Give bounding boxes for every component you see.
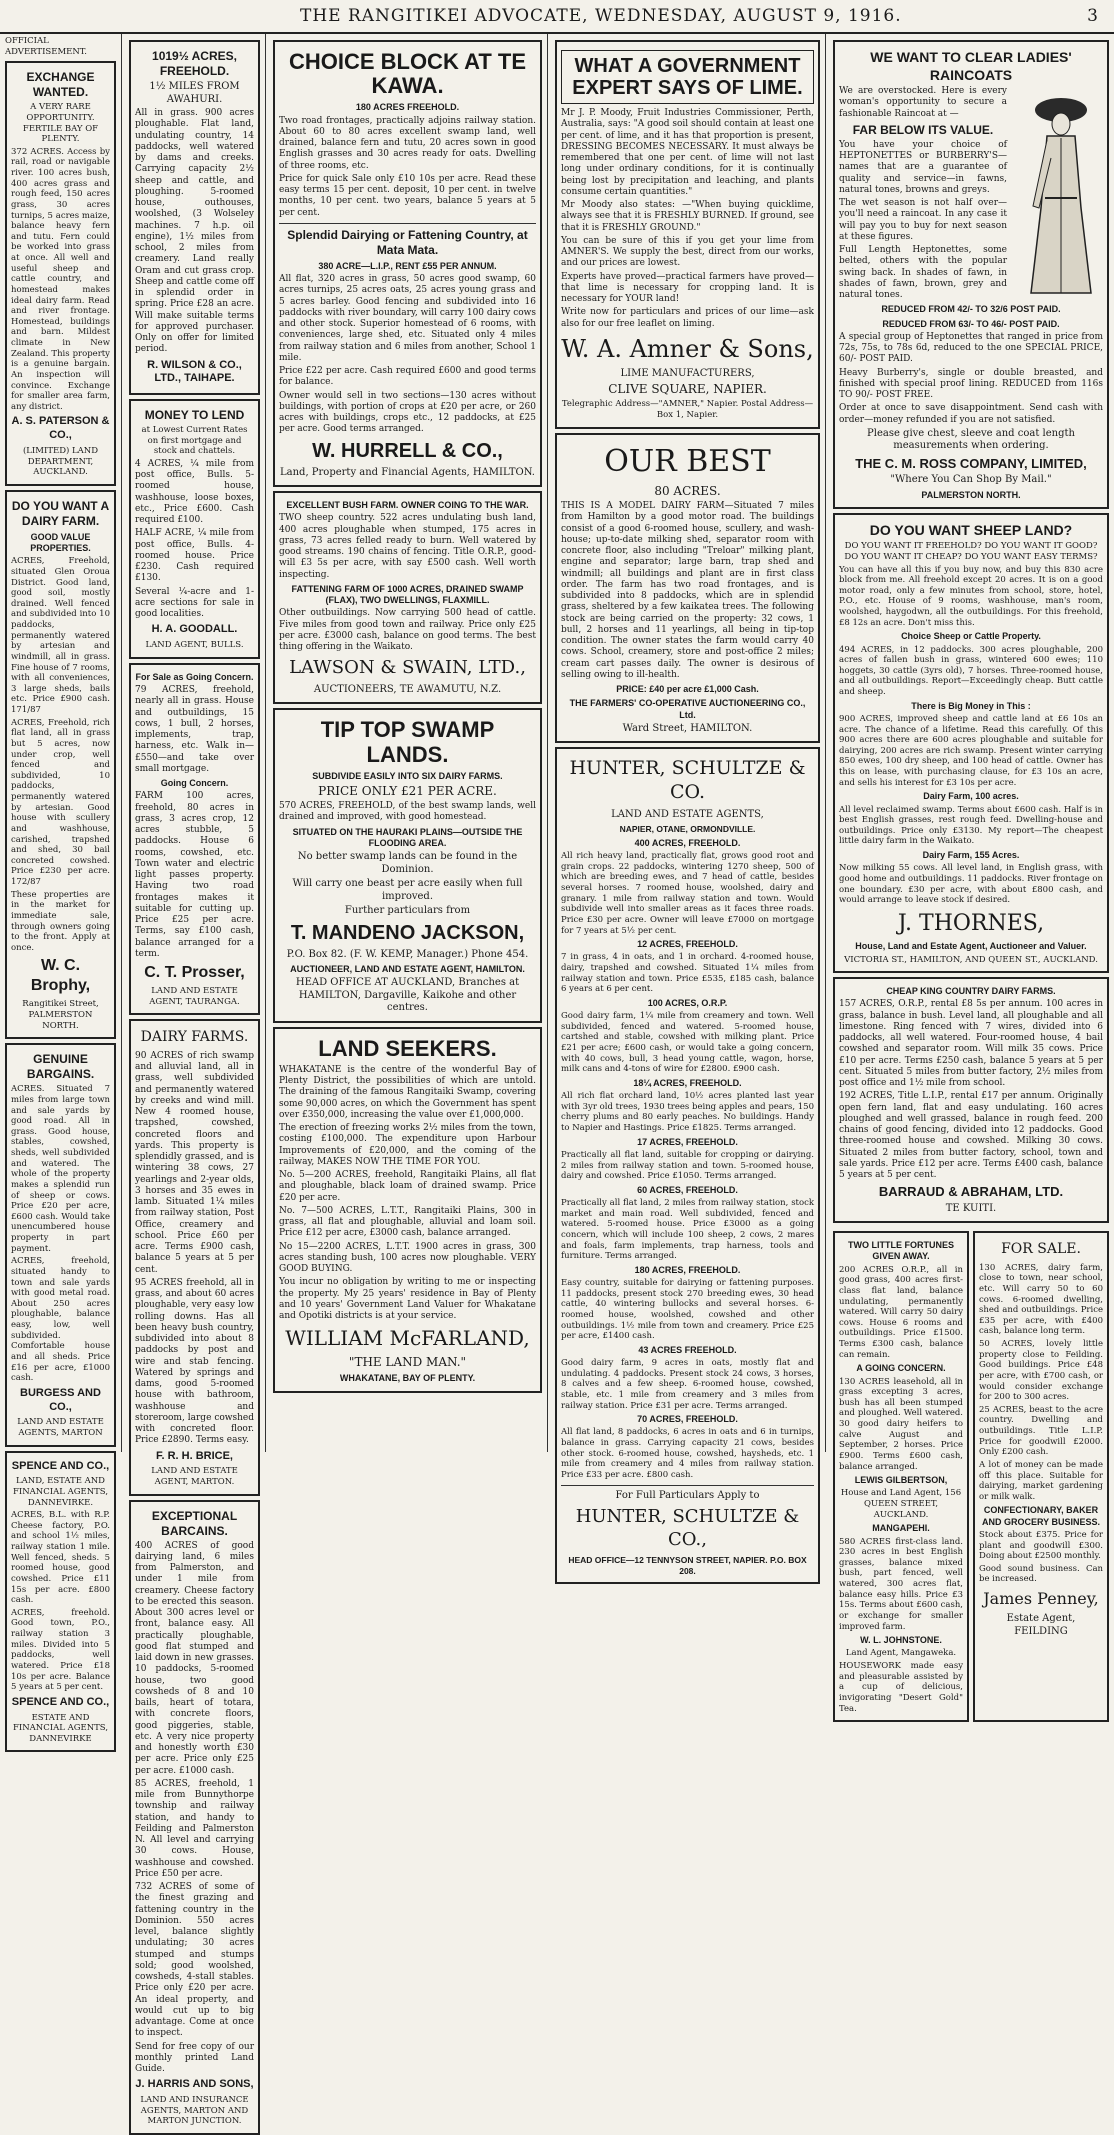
ad-price: REDUCED FROM 42/- TO 32/6 POST PAID.	[881, 304, 1061, 315]
listing: ACRES. Situated 7 miles from large town and sale yards by good road. All in grass. Good house, stables, cowshed, sheds, well subdivided and watered. The whole of the property makes a splendid run of sheep or cows. Price £20 per acre, £600 cash. Would take unencumbered house property in part payment.	[11, 1084, 110, 1254]
ad-heading: DO YOU WANT A DAIRY FARM.	[11, 498, 110, 528]
ad-bush-farm	[273, 491, 542, 704]
ad-awahuri	[129, 40, 260, 395]
agent-address: PALMERSTON NORTH.	[921, 489, 1021, 500]
agent-name: H. A. GOODALL.	[151, 623, 238, 636]
listing: No. 7—500 ACRES, L.T.T., Rangitaiki Plains, 300 in grass, all flat and ploughable, alluvial and loam soil. Price £12 per acre, £3000 cash, balance arranged.	[279, 1205, 536, 1239]
listing: 494 ACRES, in 12 paddocks. 300 acres ploughable, 200 acres of fallen bush in grass, wintered 600 ewes; 110 hoggets, 30 cattle (3yrs old), 7 horses. Three-roomed house, and all outbuildings. Report—Exceedingly cheap. Butt cattle and sheep.	[839, 644, 1103, 697]
official-tag: OFFICIAL ADVERTISEMENT.	[5, 36, 87, 57]
listing: 130 ACRES leasehold, all in grass excepting 3 acres, bush has all been stumped and ploughed. Well watered. 30 good dairy heifers to calve August and September, 2 horses. Price £900. Terms £600 cash, balance arranged.	[839, 1376, 963, 1472]
listing: Several ¼-acre and 1-acre sections for sale in good localities.	[135, 586, 254, 620]
listing: ACRES, Freehold, situated Glen Oroua District. Good land, good soil, mostly drained. Well fenced and subdivided into 10 paddocks, permanently watered by artesian and windmill, all in grass. Fine house of 7 rooms, with all conveniences, 3 large sheds, bails etc. Price £900 cash. 171/87	[11, 556, 110, 715]
listing: 192 ACRES, Title L.I.P., rental £17 per annum. Originally open fern land, flat and easy undulating. 160 acres ploughed and well grassed, balance in rough feed. 200 chains of good fencing, divided into 12 paddocks. Good three-roomed house and cowshed. Milking 30 cows. Situated 2 miles from butter factory, school, town and sale yards. Price £12 per acre. Terms £400 cash, balance 5 years at 5 per cent.	[839, 1091, 1103, 1181]
ad-subheading: SUBDIVIDE EASILY INTO SIX DAIRY FARMS.	[312, 770, 503, 781]
agent-address: Land, Property and Financial Agents, HAMILTON.	[280, 466, 535, 478]
ad-body: Order at once to save disappointment. Send cash with order—money refunded if you are not satisfied.	[839, 403, 1103, 425]
ad-subheading: 380 ACRE—L.I.P., RENT £55 PER ANNUM.	[318, 260, 497, 271]
ad-spence	[5, 1451, 116, 1753]
ad-body: Write now for particulars and prices of our lime—ask also for our free leaflet on liming.	[561, 307, 814, 329]
ad-heading: DO YOU WANT SHEEP LAND?	[869, 521, 1073, 538]
ad-body: Mr Moody also states: —"When buying quicklime, always see that it is FRESHLY BURNED. If ground, see that it is FRESHLY GROUND."	[561, 200, 814, 233]
listing: All rich heavy land, practically flat, grows good root and grain crops. 22 paddocks, wintering 1270 sheep, 500 of which are breeding ewes, and 7 head of cattle, besides several horses. 7 roomed house, woolshed, dairy and granary. 1 mile from railway station and town. Would subdivide well into smaller areas as it faces three roads. Price £30 per acre. Owner will leave £7000 on mortgage for 7 years at 5½ per cent.	[561, 851, 814, 936]
ad-exceptional-bargains	[129, 1500, 260, 2135]
listing: Stock about £375. Price for plant and goodwill £300. Doing about £2500 monthly.	[979, 1529, 1103, 1562]
ad-body: Will carry one beast per acre easily when full improved.	[292, 878, 523, 902]
agent-address: LAND AND INSURANCE AGENTS, MARTON AND MARTON JUNCTION.	[140, 2095, 249, 2127]
footer-note: For Full Particulars Apply to	[615, 1489, 760, 1501]
agent-name: W. A. Amner & Sons,	[561, 334, 814, 363]
listing: All flat land, 8 paddocks, 6 acres in oats and 6 in turnips, balance in grass. Carrying capacity 21 cows, besides other stock. 6-roomed house, cowshed, haysheds, etc. 1 mile from creamery and 4 miles from railway station. Price £33 per acre. £800 cash.	[561, 1427, 814, 1480]
newspaper-title: THE RANGITIKEI ADVOCATE, WEDNESDAY, AUGUST 9, 1916.	[300, 6, 902, 26]
masthead	[0, 0, 1114, 34]
ad-body: THIS IS A MODEL DAIRY FARM—Situated 7 miles from Hamilton by a good motor road. The buildings consist of a good 6-roomed house, scullery, and wash-house; up-to-date milking shed, separator room with concrete floor, also including "Treloar" milking plant, engine and separator; large barn, trap shed and windmill; all buildings and plant are in first class order. The farm has two road frontages, and is subdivided into 8 paddocks, which are in splendid grass, sheltered by a few kaikatea trees. The following stock are being carried on the property: 32 cows, 1 bull, 2 horses and 11 yearlings, all being in tip-top condition. The owner states the farm would carry 40 cows. School, creamery, store and post-office 2 miles; cream cart passes daily. The owner is desirous of selling owing to ill-health.	[561, 501, 814, 680]
ad-sheep-land	[833, 513, 1109, 973]
listing: 732 ACRES of some of the finest grazing and fattening country in the Dominion. 550 acres level, balance slightly undulating; 30 acres stumped and stumps sold; good woolshed, cowsheds, 4-stall stables. Price only £20 per acre. An ideal property, and would cut up to big advantage. Come at once to inspect.	[135, 1882, 254, 2039]
divider	[279, 223, 536, 224]
agent-address: LAND AND ESTATE AGENTS, MARTON	[17, 1417, 104, 1438]
ad-exchange-wanted	[5, 61, 116, 486]
agent-contact: Telegraphic Address—"AMNER," Napier. Postal Address—Box 1, Napier.	[561, 399, 814, 420]
agent-name: F. R. H. BRICE,	[155, 1449, 233, 1462]
ad-heading: MONEY TO LEND	[144, 408, 245, 422]
ad-dairy-farms	[129, 1019, 260, 1495]
agent-name: A. S. PATERSON & CO.,	[11, 415, 110, 442]
ad-price: PRICE: £40 per acre £1,000 Cash.	[616, 684, 759, 694]
listing-heading: 12 ACRES, FREEHOLD.	[637, 939, 738, 950]
listing: Now milking 55 cows. All level land, in English grass, with good home and outbuildings. 11 paddocks. River frontage on one boundary. £30 per acre, with about £800 cash, and would arrange to leave stock if desired.	[839, 863, 1103, 906]
ad-body: A special group of Heptonettes that ranged in price from 72s, 75s, to 78s 6d, reduced to the one SPECIAL PRICE, 60/- POST PAID.	[839, 331, 1103, 365]
listing-heading: 100 ACRES, O.R.P.	[647, 997, 728, 1008]
agent-name: BARRAUD & ABRAHAM, LTD.	[878, 1184, 1064, 1200]
page-number: 3	[1087, 6, 1098, 26]
ad-body: Two road frontages, practically adjoins railway station. About 60 to 80 acres excellent swamp land, well drained, balance fern and tutu, 20 acres sown in good English grasses and 30 acres ready for oats. Dwelling of three rooms, etc.	[279, 115, 536, 171]
agent-trade: House, Land and Estate Agent, Auctioneer and Valuer.	[855, 941, 1087, 952]
ad-heading: Splendid Dairying or Fattening Country, at Mata Mata.	[287, 227, 528, 257]
ad-body: Heavy Burberry's, single or double breasted, and finished with special proof lining. REDUCED from 116s TO 90/- POST FREE.	[839, 367, 1103, 400]
agent-name: HUNTER, SCHULTZE & CO.,	[575, 1506, 800, 1550]
agent-name: C. T. Prosser,	[144, 964, 245, 981]
agent-name: J. THORNES,	[897, 910, 1045, 936]
listing: ACRES, B.L. with R.P. Cheese factory, P.O. and school 1½ miles, railway station 1 mile. Well fenced, sheds. 5 roomed house, good cowshed. Price £11 15s per acre. £800 cash.	[11, 1510, 110, 1606]
agent-name: BURGESS AND CO.,	[20, 1386, 101, 1413]
ad-price: REDUCED FROM 63/- TO 46/- POST PAID.	[882, 318, 1060, 329]
ad-note: Further particulars from	[344, 905, 471, 916]
ad-heading: EXCEPTIONAL BARCAINS.	[151, 1508, 238, 1538]
ad-king-country	[833, 977, 1109, 1223]
ad-subheading: at Lowest Current Rates on first mortgage and stock and chattels.	[141, 425, 248, 457]
listing: Good dairy farm, 9 acres in oats, mostly flat and undulating. 4 paddocks. Present stock 24 cows, 3 horses, 8 calves and a few sheep. 6-roomed house, cowshed, stable, etc. 1 mile from creamery and 3 miles from railway station. Price £31 per acre. Terms arranged.	[561, 1358, 814, 1411]
agent-name: R. WILSON & CO., LTD., TAIHAPE.	[147, 358, 242, 385]
ad-heading: WE WANT TO CLEAR LADIES' RAINCOATS	[870, 49, 1072, 83]
listing: 4 ACRES, ¼ mile from post office, Bulls. 5-roomed house, washhouse, loose boxes, etc., Price £600. Cash required £100.	[135, 458, 254, 526]
agent-name: THE C. M. ROSS COMPANY, LIMITED,	[855, 455, 1087, 471]
agent-trade: LAND AND ESTATE AGENTS,	[611, 808, 764, 820]
agent-address: ESTATE AND FINANCIAL AGENTS, DANNEVIRKE	[12, 1712, 109, 1744]
ad-heading: A GOING CONCERN.	[856, 1363, 946, 1374]
listing: All level reclaimed swamp. Terms about £600 cash. Half is in best English grasses, rest rough feed. Dwelling-house and outbuildings. Price only £3130. My report—The cheapest little dairy farm in the Waikato.	[839, 804, 1103, 847]
ad-land-seekers	[273, 1027, 542, 1393]
ad-heading: EXCELLENT BUSH FARM. OWNER COING TO THE WAR.	[286, 500, 529, 511]
ad-note: A lot of money can be made off this place. Suitable for dairying, market gardening or milk walk.	[979, 1459, 1103, 1502]
ad-body: WHAKATANE is the centre of the wonderful Bay of Plenty District, the possibilities of which are untold. The draining of the famous Rangitaiki Swamp, covering some 90,000 acres, on which the Government has spent over £350,000, increasing the value over £1,000,000.	[279, 1064, 536, 1120]
listing: Practically all flat land, suitable for cropping or dairying. 2 miles from railway station and town. 5-roomed house, dairy and cowshed. Price £1050. Terms arranged.	[561, 1149, 814, 1182]
ad-terms: Price for quick Sale only £10 10s per acre. Read these easy terms 15 per cent. deposit, 10 per cent. in twelve months, 10 per cent. two years, balance 5 years at 5 per cent.	[279, 173, 536, 218]
agent-address: Ward Street, HAMILTON.	[622, 722, 753, 734]
listing: Practically all flat land, 2 miles from railway station, stock market and main road. Well subdivided, fenced and watered. 5-roomed house. Price £3000 as a going concern, which will include 100 sheep, 2 cows, 2 mares and foals, farm implements, trap harness, tools and furniture. Terms arranged.	[561, 1198, 814, 1262]
ad-heading: TWO LITTLE FORTUNES GIVEN AWAY.	[848, 1240, 954, 1262]
ad-heading: LAND SEEKERS.	[318, 1035, 497, 1061]
ad-body: All in grass. 900 acres ploughable. Flat land, undulating country, 14 paddocks, well watered by dams and creeks. Carrying capacity 2½ sheep and cattle, and ploughing. 5-roomed house, outhouses, woolshed, (3 Wolseley machines. 7 h.p. oil engine), 1½ miles from school, 2 miles from creamery. Land really Oram and cut grass crop. Sheep and cattle come off in splendid order in spring. Price £28 an acre. Will make suitable terms for approved purchaser. Only on offer for limited period.	[135, 108, 254, 355]
ad-note: You incur no obligation by writing to me or inspecting the property. My 25 years' residence in Bay of Plenty and 10 years' Government Land Valuer for Whakatane and Opotiki districts is at your service.	[279, 1277, 536, 1322]
ad-subheading: A VERY RARE OPPORTUNITY. FERTILE BAY OF PLENTY.	[22, 102, 99, 145]
agent-name: THE FARMERS' CO-OPERATIVE AUCTIONEERING CO., Ltd.	[569, 698, 806, 720]
ad-two-fortunes	[833, 1231, 969, 1722]
ad-subheading: 180 ACRES FREEHOLD.	[355, 102, 460, 113]
ad-lime	[555, 40, 820, 429]
ad-heading: 1019½ ACRES, FREEHOLD.	[152, 49, 237, 78]
ad-price: Price £22 per acre. Cash required £600 and good terms for balance.	[279, 366, 536, 388]
agent-address: VICTORIA ST., HAMILTON, AND QUEEN ST., AUCKLAND.	[844, 954, 1098, 965]
ad-note: These properties are in the market for immediate sale, through owners going to the front. Apply at once.	[11, 889, 110, 953]
listing: FARM 100 acres, freehold, 80 acres in grass, 3 acres crop, 12 acres stubble, 5 paddocks. House 6 rooms, cowshed, etc. Town water and electric light passes property. Having two road frontages makes it suitable for cutting up. Price £25 per acre. Terms, say £100 cash, balance arranged for a term.	[135, 791, 254, 959]
listing: 7 in grass, 4 in oats, and 1 in orchard. 4-roomed house, dairy, trapshed and cowshed. Situated 1¼ miles from railway station and town. Price £535, £185 cash, balance 6 years at 6 per cent.	[561, 952, 814, 995]
ad-heading: FATTENING FARM OF 1000 ACRES, DRAINED SWAMP (FLAX), TWO DWELLINGS, FLAXMILL.	[291, 583, 524, 606]
agent-name: HUNTER, SCHULTZE & CO.	[569, 757, 806, 803]
ad-our-best	[555, 433, 820, 744]
listing: Good dairy farm, 1¼ mile from creamery and town. Well subdivided, fenced and watered. 5-roomed house, cartshed and stable, cowshed with milking plant. Price £21 per acre; £600 cash, or would take a going concern, with 40 cows, bull, 3 head young cattle, wagon, horse, milk cans and 4-tons of wire for £2800. £900 cash.	[561, 1011, 814, 1075]
agent-name: T. MANDENO JACKSON,	[290, 921, 525, 944]
ad-body: Mr J. P. Moody, Fruit Industries Commissioner, Perth, Australia, says: "A good soil should contain at least one per cent. of lime, and it has that proportion is present, DRESSING BECOMES NECESSARY. It must always be remembered that one per cent. of lime will not last long under ordinary conditions, for it is continually being lost by precipitation and leaching, and plants consume certain quantities."	[561, 108, 814, 197]
agent-address: (LIMITED) LAND DEPARTMENT, AUCKLAND.	[22, 445, 99, 478]
listing-heading: 18¼ ACRES, FREEHOLD.	[633, 1077, 742, 1088]
ad-hunter-schultze	[555, 747, 820, 1584]
listing: 157 ACRES, O.R.P., rental £8 5s per annum. 100 acres in grass, balance in bush. Level land, all ploughable and all limestone. Ring fenced with 7 wires, divided into 6 paddocks, all well watered. Four-roomed house, 4 bail cowshed and separator room. Will milk 35 cows. Price £10 per acre. Terms £250 cash, balance 5 years at 5 per cent. Situated 5 miles from butter factory, 2½ miles from post office and 1½ mile from school.	[839, 999, 1103, 1089]
agent-name: SPENCE AND CO.,	[11, 1695, 110, 1708]
listing-heading: Dairy Farm, 155 Acres.	[922, 850, 1020, 860]
ad-note: Good sound business. Can be increased.	[979, 1563, 1103, 1585]
bottom-ads	[833, 1227, 1109, 1726]
listing: HALF ACRE, ¼ mile from post office, Bulls. 4-roomed house. Price £230. Cash required £130.	[135, 528, 254, 584]
listing: 130 ACRES, dairy farm, close to town, near school, etc. Will carry 50 to 60 cows. 6-roomed dwelling, shed and outbuildings. Price £35 per acre, with £400 cash, balance long term.	[979, 1262, 1103, 1337]
divider	[561, 1485, 814, 1486]
agent-name: LEWIS GILBERTSON,	[854, 1475, 948, 1486]
ad-heading: DAIRY FARMS.	[140, 1029, 249, 1046]
agent-address: House and Land Agent, 156 QUEEN STREET, AUCKLAND.	[840, 1488, 962, 1520]
column-3	[268, 34, 548, 1452]
agent-title: AUCTIONEER, LAND AND ESTATE AGENT, HAMILTON.	[290, 964, 525, 974]
agent-tagline: "THE LAND MAN."	[348, 1355, 467, 1370]
listing: 25 ACRES, beast to the acre country. Dwelling and outbuildings. Title L.I.P. Price for goodwill £2000. Only £200 cash.	[979, 1404, 1103, 1458]
ad-heading: TIP TOP SWAMP LANDS.	[320, 717, 495, 767]
ad-questions: DO YOU WANT IT FREEHOLD? DO YOU WANT IT GOOD? DO YOU WANT IT CHEAP? DO YOU WANT EASY TERMS?	[844, 541, 1098, 562]
agent-address: Land Agent, Mangaweka.	[845, 1648, 957, 1659]
ad-genuine-bargains	[5, 1043, 116, 1446]
ad-going-concern	[129, 663, 260, 1016]
listing: All rich flat orchard land, 10½ acres planted last year with 3yr old trees, 1930 trees being apples and pears, 150 cherry plums and 80 early peaches. No buildings. Handy to Napier and Hastings. Price £1825. Terms arranged.	[561, 1091, 814, 1133]
ad-body: You can be sure of this if you get your lime from AMNER'S. We supply the best, direct from our works, and our prices are lowest.	[561, 235, 814, 269]
listing: Easy country, suitable for dairying or fattening purposes. 11 paddocks, present stock 270 breeding ewes, 30 head cattle, 40 wintering bullocks and several horses. 6-roomed house, woolshed, cowshed and other outbuildings. 1½ mile from town and creamery. Price £25 per acre, £1400 cash.	[561, 1278, 814, 1342]
agent-tagline: "Where You Can Shop By Mail."	[890, 474, 1052, 485]
agent-address: LAND AND ESTATE AGENT, MARTON.	[151, 1466, 238, 1487]
listing: 900 ACRES, improved sheep and cattle land at £6 10s an acre. The chance of a lifetime. Read this carefully. Of this 900 acres there are 600 acres ploughable and suitable for dairying, 200 acres are rich swamp. Present winter carrying 850 ewes, 100 dry sheep, and 100 head of cattle. Owner has this on lease, with purchasing clause, for £3 10s an acre, and sells his interest for £3 10s per acre.	[839, 713, 1103, 788]
ad-body: Experts have proved—practical farmers have proved—that lime is necessary for cropping land. It is necessary for YOUR land!	[561, 271, 814, 304]
agent-branches: NAPIER, OTANE, ORMONDVILLE.	[619, 824, 756, 835]
listing-heading: Dairy Farm, 100 acres.	[923, 791, 1019, 802]
ad-subheading: 80 ACRES.	[654, 484, 721, 498]
ad-body: Other outbuildings. Now carrying 500 head of cattle. Five miles from good town and railway. Price only £25 per acre. £3000 cash, balance on good terms. The best thing offering in the Waikato.	[279, 608, 536, 653]
ad-heading: Going Concern.	[160, 778, 229, 788]
ad-terms: Owner would sell in two sections—130 acres without buildings, with portion of crops at £20 per acre, or 260 acres with buildings, crops etc., 12 paddocks, at £25 per acre. Good terms arranged.	[279, 390, 536, 435]
ad-body: 570 ACRES, FREEHOLD, of the best swamp lands, well drained and improved, with good homestead.	[279, 801, 536, 823]
ad-heading: CONFECTIONARY, BAKER AND GROCERY BUSINESS.	[981, 1505, 1101, 1527]
listing-heading: 70 ACRES, FREEHOLD.	[637, 1414, 738, 1425]
ad-note: Please give chest, sleeve and coat length measurements when ordering.	[867, 427, 1075, 452]
listing: 95 ACRES freehold, all in grass, and about 60 acres ploughable, very easy low rolling downs. Has all been heavy bush country, subdivided into about 8 paddocks by post and wire and stab fencing. Watered by springs and dams, good 5-roomed house with bathroom, washhouse and storeroom, large cowshed with concreted floor. Price £2890. Terms easy.	[135, 1277, 254, 1446]
ad-body: The erection of freezing works 2½ miles from the town, costing £100,000. The expenditure upon Harbour Improvements of £20,000, and the coming of the railway, MAKES NOW THE TIME FOR YOU.	[279, 1123, 536, 1167]
ad-price: PRICE ONLY £21 PER ACRE.	[318, 784, 497, 798]
ad-subheading: 1½ MILES FROM AWAHURI.	[149, 81, 240, 105]
ad-subheading: SITUATED ON THE HAURAKI PLAINS—OUTSIDE THE FLOODING AREA.	[292, 826, 523, 848]
ad-heading: GENUINE BARGAINS.	[26, 1052, 95, 1082]
listing: 400 ACRES of good dairying land, 6 miles from Palmerston, and under 1 mile from creamery. Cheese factory to be erected this season. About 300 acres level or front, balance easy. All practically ploughable, good flat stumped and laid down in new grasses. 10 paddocks, 5-roomed house, two good cowsheds of 8 and 10 bails, heart of totara, with concrete floors, good piggeries, stable, etc. A very nice property and honestly worth £30 per acre. Price only £25 per acre. £1000 cash.	[135, 1540, 254, 1776]
listing-heading: 60 ACRES, FREEHOLD.	[637, 1184, 738, 1195]
ad-note: Send for free copy of our monthly printed Land Guide.	[135, 2041, 254, 2074]
listing-heading: 17 ACRES, FREEHOLD.	[637, 1136, 738, 1147]
ad-heading: FOR SALE.	[1001, 1241, 1081, 1258]
agent-branches: HEAD OFFICE AT AUCKLAND, Branches at HAMILTON, Dargaville, Kaikohe and other centres.	[295, 977, 520, 1014]
ad-raincoats	[833, 40, 1109, 509]
ad-heading: CHOICE BLOCK AT TE KAWA.	[288, 49, 527, 99]
ad-heading: For Sale as Going Concern.	[135, 671, 254, 682]
listing: No 15—2200 ACRES, L.T.T. 1900 acres in grass, 300 acres standing bush, 100 acres now ploughable. VERY GOOD BUYING.	[279, 1241, 536, 1275]
agent-name: LAWSON & SWAIN, LTD.,	[289, 657, 526, 679]
ad-subheading: FAR BELOW ITS VALUE.	[852, 122, 994, 137]
listing-heading: 180 ACRES, FREEHOLD.	[634, 1264, 741, 1275]
agent-address: Estate Agent, FEILDING	[1006, 1613, 1076, 1637]
ad-subheading: GOOD VALUE PROPERTIES.	[30, 531, 91, 553]
listing: 50 ACRES, lovely little property close to Feilding. Good buildings. Price £48 per acre, with £700 cash, or would consider exchange for 200 to 300 acres.	[979, 1339, 1103, 1403]
agent-trade: LIME MANUFACTURERS,	[620, 367, 755, 379]
agent-address: HEAD OFFICE—12 TENNYSON STREET, NAPIER. P.O. BOX 208.	[568, 1555, 807, 1576]
agent-address: LAND AND ESTATE AGENT, TAURANGA.	[149, 986, 240, 1007]
ad-body: The wet season is not half over—you'll need a raincoat. In any case it will pay you to buy for next season at these figures.	[839, 198, 1007, 242]
agent-address: TE KUITI.	[945, 1202, 997, 1214]
agent-name: J. HARRIS AND SONS,	[135, 2078, 254, 2091]
listing: 85 ACRES, freehold, 1 mile from Bunnythorpe township and railway station, and handy to Feilding and Palmerston N. All level and carrying 30 cows. House, washhouse and cowshed. Price £50 per acre.	[135, 1778, 254, 1879]
listing: 580 ACRES first-class land. 230 acres in best English grasses, balance mixed bush, part fenced, well watered, 300 acres flat, balance easy hills. Price £3 15s. Terms about £600 cash, or exchange for smaller improved farm.	[839, 1536, 963, 1632]
agent-contact: P.O. Box 82. (F. W. KEMP, Manager.) Phone 454.	[286, 948, 529, 960]
listing: ACRES, freehold. Good town, P.O., railway station 3 miles. Divided into 5 paddocks, well watered. Price £18 10s per acre. Balance 5 years at 5 per cent.	[11, 1607, 110, 1693]
agent-address: CLIVE SQUARE, NAPIER.	[608, 382, 767, 397]
ad-body: No better swamp lands can be found in the Dominion.	[297, 851, 518, 875]
listing: 79 ACRES, freehold, nearly all in grass. House and outbuildings, 15 cows, 1 bull, 2 horses, implements, trap, harness, etc. Walk in—£550—and take over small mortgage.	[135, 685, 254, 774]
ad-heading: WHAT A GOVERNMENT EXPERT SAYS OF LIME.	[561, 50, 814, 104]
agent-name: W. HURRELL & CO.,	[312, 439, 503, 462]
agent-name: W. C. Brophy,	[30, 957, 91, 995]
listing: ACRES, freehold, situated handy to town and sale yards with good metal road. About 250 acres ploughable, balance easy, low, well subdivided. Comfortable house and all sheds. Price £16 per acre, £1000 cash.	[11, 1256, 110, 1384]
listing: You can have all this if you buy now, and buy this 830 acre block from me. All freehold except 20 acres. It is on a good motor road, only a few minutes from school, store, hotel, P.O., etc. House of 9 rooms, washhouse, man's room, woolshed, haygodwn, all the outbuildings. For this freehold, £8 12s an acre. Don't miss this.	[839, 564, 1103, 628]
column-5	[828, 34, 1114, 1714]
agent-name: James Penney,	[983, 1589, 1099, 1608]
agent-name: SPENCE AND CO.,	[11, 1459, 110, 1472]
ad-body: You have your choice of HEPTONETTES or BURBERRY'S—names that are a guarantee of quality and service—in fawns, natural tones, browns and greys.	[839, 139, 1007, 195]
listing-heading: There is Big Money in This :	[911, 700, 1031, 711]
ad-swamp-lands	[273, 708, 542, 1022]
woman-raincoat-illustration	[1011, 88, 1103, 298]
ad-heading: EXCHANGE WANTED.	[26, 70, 95, 100]
column-2	[124, 34, 266, 2127]
listing: ACRES, Freehold, rich flat land, all in grass but 5 acres, now under crop, well fenced and subdivided, 10 paddocks, permanently watered by artesian. Good house with scullery and washhouse, carished, trapshed and shed, 30 bail concreted cowshed. Price £230 per acre. 172/87	[11, 717, 110, 887]
listing: 200 ACRES O.R.P., all in good grass, 400 acres first-class flat land, balance undulating, permanently watered. Will carry 50 dairy cows. House 6 rooms and outbuildings. Price £1500. Terms £300 cash, balance can remain.	[839, 1264, 963, 1360]
listing: No. 5—200 ACRES, freehold, Rangitaiki Plains, all flat and ploughable, black loam of drained swamp. Price £20 per acre.	[279, 1170, 536, 1203]
listing-heading: 43 ACRES FREEHOLD.	[638, 1344, 737, 1355]
agent-address: Rangitikei Street, PALMERSTON NORTH.	[22, 999, 99, 1031]
ad-body: TWO sheep country. 522 acres undulating bush land, 400 acres ploughable when stumped, 175 acres in grass, 73 acres felled ready to burn. Well watered by good streams. 190 chains of fencing. Title O.R.P., good-will £3 5s per acre, with say £500 cash. Well worth inspecting.	[279, 513, 536, 580]
agent-address: AUCTIONEERS, TE AWAMUTU, N.Z.	[313, 683, 502, 695]
listing-heading: 400 ACRES, FREEHOLD.	[634, 837, 741, 848]
agent-address: LAND AGENT, BULLS.	[145, 640, 244, 651]
ad-body: 372 ACRES. Access by rail, road or navigable river. 100 acres bush, 400 acres grass and rough feed, 150 acres grass, 30 acres turnips, 5 acres maize, balance heavy fern and tutu. Fern could be worked into grass at once. All well and useful sheep and cattle country, and homestead makes ideal dairy farm. Read and river frontage. Homestead, buildings and barn. Mildest climate in New Zealand. This property is a genuine bargain. An inspection will convince. Exchange for smaller area farm, any district.	[11, 146, 110, 412]
listing-heading: Choice Sheep or Cattle Property.	[901, 631, 1041, 642]
ad-te-kawa	[273, 40, 542, 487]
column-1	[0, 34, 122, 1744]
ad-body: All flat, 320 acres in grass, 50 acres good swamp, 60 acres turnips, 25 acres oats, 25 acres young grass and 5 acres barley. Good fencing and subdivided into 16 paddocks with river boundary, will carry 100 dairy cows and other stock. Superior homestead of 6 rooms, with conveniences, large shed, etc. Situated only 4 miles from railway station and 6 miles from another, School 1 mile.	[279, 274, 536, 363]
column-4	[550, 34, 826, 1576]
ad-heading: OUR BEST	[604, 443, 771, 479]
ad-dairy-farm	[5, 490, 116, 1040]
agent-name: W. L. JOHNSTONE.	[860, 1635, 942, 1646]
ad-body: Full Length Heptonettes, some belted, others with the popular swing back. In shades of fawn, in shades of fawn, brown, grey and natural tones.	[839, 245, 1007, 300]
agent-name: WILLIAM McFARLAND,	[285, 1326, 530, 1351]
agent-address: WHAKATANE, BAY OF PLENTY.	[339, 1373, 476, 1384]
ad-for-sale	[973, 1231, 1109, 1722]
tea-notice: HOUSEWORK made easy and pleasurable assisted by a cup of delicious, invigorating "Desert Gold" Tea.	[839, 1661, 963, 1714]
ad-heading: MANGAPEHI.	[872, 1523, 930, 1534]
listing: 90 ACRES of rich swamp and alluvial land, all in grass, well subdivided and permanently watered by creeks and wind mill. New 4 roomed house, trapshed, cowshed, concreted floors and yards. This property is splendidly grassed, and is wintering 38 cows, 27 yearlings and 2-year olds, 3 horses and 35 ewes in lamb. Situated 1¼ miles from railway station, Post Office, creamery and school. Price £60 per acre. Terms £900 cash, balance 5 years at 5 per cent.	[135, 1050, 254, 1275]
ad-money-to-lend	[129, 399, 260, 659]
agent-address: LAND, ESTATE AND FINANCIAL AGENTS, DANNEVIRKE.	[12, 1476, 109, 1508]
ad-heading: CHEAP KING COUNTRY DAIRY FARMS.	[886, 986, 1056, 997]
ad-body: We are overstocked. Here is every woman's opportunity to secure a fashionable Raincoat at —	[839, 86, 1007, 119]
